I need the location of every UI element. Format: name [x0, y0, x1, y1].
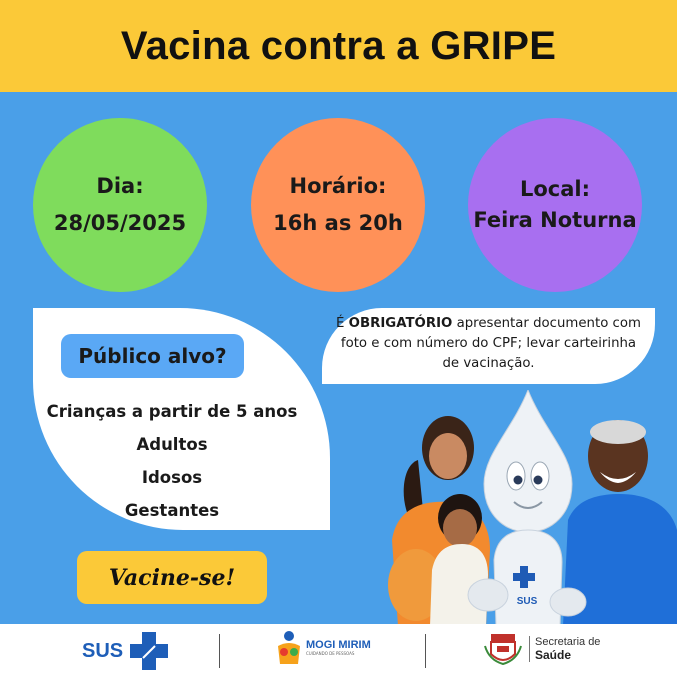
time-value: 16h as 20h	[273, 211, 403, 235]
requirements-notice	[322, 308, 655, 384]
sus-logo	[82, 632, 171, 670]
footer-divider	[219, 634, 220, 668]
notice-prefix: É	[336, 316, 349, 331]
secretaria-text	[529, 636, 600, 662]
sus-cross-icon	[127, 632, 171, 670]
secretaria-line1: Secretaria de	[535, 636, 601, 648]
page-title: Vacina contra a GRIPE	[120, 23, 557, 68]
family-and-mascot-illustration	[378, 390, 677, 626]
mogi-mirim-name: MOGI MIRIM	[306, 639, 371, 651]
mascot-figure	[468, 390, 586, 626]
sus-logo-text: SUS	[82, 639, 124, 662]
audience-item: Adultos	[136, 435, 208, 454]
location-value: Feira Noturna	[473, 208, 637, 232]
audience-item: Gestantes	[124, 501, 220, 520]
time-circle	[251, 118, 425, 292]
header-banner	[0, 0, 677, 92]
secretaria-line2: Saúde	[535, 648, 572, 662]
notice-emphasis: OBRIGATÓRIO	[348, 316, 453, 331]
footer-divider	[425, 634, 426, 668]
location-label: Local:	[519, 176, 591, 201]
date-label: Dia:	[96, 173, 144, 198]
date-value: 28/05/2025	[53, 211, 187, 235]
time-label: Horário:	[289, 173, 387, 198]
target-audience-list	[33, 395, 311, 527]
notice-text: apresentar documento com foto e com número do CPF; levar carteirinha de vacinação.	[340, 316, 641, 371]
mogi-mirim-logo	[276, 630, 371, 666]
location-circle	[468, 118, 642, 292]
secretaria-saude-logo	[483, 632, 600, 666]
target-audience-heading: Público alvo?	[61, 334, 244, 378]
audience-item: Crianças a partir de 5 anos	[46, 402, 298, 421]
city-coat-of-arms-icon	[483, 632, 523, 666]
vaccinate-callout: Vacine-se!	[77, 551, 267, 604]
mogi-mirim-tagline: CUIDANDO DE PESSOAS	[306, 651, 355, 656]
mogi-mirim-emblem-icon	[276, 630, 302, 666]
audience-item: Idosos	[141, 468, 203, 487]
date-circle	[33, 118, 207, 292]
mascot-badge: SUS	[516, 596, 538, 607]
